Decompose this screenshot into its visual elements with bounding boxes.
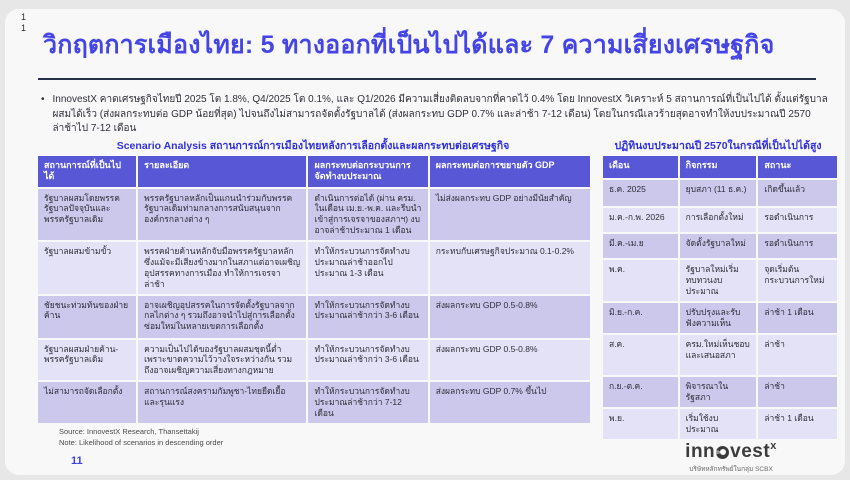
table-cell: ความเป็นไปได้ของรัฐบาลผสมชุดนี้ต่ำ เพราะขาดความไว้วางใจระหว่างกัน รวมถึงอาจเผชิญความเสี่ยงทางกฎหมาย [138,340,306,381]
table-row [38,189,590,241]
title-divider [38,78,816,80]
scenario-table-header-row [38,156,590,187]
table-cell: ครม.ใหม่เห็นชอบและเสนอสภา [680,335,757,375]
table-row [38,242,590,294]
table-cell: รัฐบาลผสมข้ามขั้ว [38,242,136,294]
column-header: รายละเอียด [138,156,306,187]
slide-canvas [5,9,845,475]
table-row [603,303,837,333]
table-cell: พรรครัฐบาลหลักเป็นแกนนำร่วมกับพรรครัฐบาลเดิมท่ามกลางการสนับสนุนจากองค์กรกลางต่าง ๆ [138,189,306,241]
corner-marker: 1 [21,23,27,33]
table-row [603,335,837,375]
column-header: ผลกระทบต่อกระบวนการจัดทำงบประมาณ [308,156,427,187]
corner-marker: 1 [21,12,27,22]
table-cell: จัดตั้งรัฐบาลใหม่ [680,234,757,258]
source-note [59,426,223,449]
scenario-table [38,154,590,423]
table-cell: ยุบสภา (11 ธ.ค.) [680,180,757,206]
slide-corner-markers [21,12,26,34]
column-header: สถานะ [758,156,837,178]
table-cell: ส่งผลกระทบ GDP 0.5-0.8% [430,296,590,338]
table-cell: เกิดขึ้นแล้ว [758,180,837,206]
table-cell: รัฐบาลผสมโดยพรรครัฐบาลปัจจุบันและพรรครัฐบาลเดิม [38,189,136,241]
table-cell: มี.ค.-เม.ย [603,234,678,258]
table-cell: รัฐบาลผสมฝ่ายค้าน-พรรครัฐบาลเดิม [38,340,136,381]
table-cell: รอดำเนินการ [758,208,837,232]
table-cell: เริ่มใช้งบประมาณ [680,409,757,439]
table-cell: สถานการณ์สงครามกัมพูชา-ไทยยืดเยื้อและรุนแรง [138,382,306,423]
table-row [603,180,837,206]
logo-tagline: บริษัทหลักทรัพย์ในกลุ่ม SCBX [689,466,773,473]
logo-o-icon [716,446,729,459]
table-cell: พรรคฝ่ายค้านหลักจับมือพรรครัฐบาลหลัก ซึ่งแม้จะมีเสียงข้างมากในสภาแต่อาจเผชิญอุปสรรคทางการเมือง ทำให้การเจรจาล่าช้า [138,242,306,294]
table-cell: ดำเนินการต่อได้ (ผ่าน ครม. ในเดือน เม.ย.-พ.ค. และรีบนำเข้าสู่การเจรจาของสภาฯ) งบอาจล่าช้าประมาณ 1 เดือน [308,189,427,241]
table-cell: ปรับปรุงและรับฟังความเห็น [680,303,757,333]
table-cell: รัฐบาลใหม่เริ่มทบทวนงบประมาณ [680,260,757,301]
logo-superscript-x: x [770,440,777,452]
table-cell: ไม่ส่งผลกระทบ GDP อย่างมีนัยสำคัญ [430,189,590,241]
table-cell: มิ.ย.-ก.ค. [603,303,678,333]
table-cell: รอดำเนินการ [758,234,837,258]
intro-text: InnovestX คาดเศรษฐกิจไทยปี 2025 โต 1.8%, Q4/2025 โต 0.1%, และ Q1/2026 มีความเสี่ยงติดลบจากที่คาดไว้ 0.4% โดย InnovestX วิเคราะห์ 5 สถานการณ์ที่เป็นไปได้ ตั้งแต่รัฐบาลผสมได้เร็ว (ส่งผลกระทบต่อ GDP น้อยที่สุด) ไปจนถึงไม่สามารถจัดตั้งรัฐบาลได้ (ส่งผลกระทบ GDP 0.7% และล่าช้า 7-12 เดือน) โดยในกรณีเลวร้ายสุดอาจทำให้งบประมาณปี 2570 ล่าช้าไป 7-12 เดือน [52,94,828,134]
page-number: 11 [71,455,83,467]
table-cell: ล่าช้า 1 เดือน [758,409,837,439]
table-row [38,296,590,338]
table-cell: การเลือกตั้งใหม่ [680,208,757,232]
column-header: ผลกระทบต่อการขยายตัว GDP [430,156,590,187]
table-row [603,234,837,258]
table-row [38,382,590,423]
table-cell: ธ.ค. 2025 [603,180,678,206]
table-cell: ล่าช้า [758,377,837,407]
table-cell: ไม่สามารถจัดเลือกตั้ง [38,382,136,423]
table-cell: พ.ค. [603,260,678,301]
table-cell: ล่าช้า [758,335,837,375]
calendar-table-title: ปฏิทินงบประมาณปี 2570ในกรณีที่เป็นไปได้สูง [614,140,822,152]
table-cell: กระทบกับเศรษฐกิจประมาณ 0.1-0.2% [430,242,590,294]
table-row [603,208,837,232]
scenario-table-title: Scenario Analysis สถานการณ์การเมืองไทยหลังการเลือกตั้งและผลกระทบต่อเศรษฐกิจ [116,140,510,152]
logo-text: vest [730,441,771,462]
table-cell: ล่าช้า 1 เดือน [758,303,837,333]
table-cell: ทำให้กระบวนการจัดทำงบประมาณล่าช้ากว่า 3-6 เดือน [308,296,427,338]
table-cell: พ.ย. [603,409,678,439]
calendar-header-row [603,156,837,178]
column-header: สถานการณ์ที่เป็นไปได้ [38,156,136,187]
table-cell: ทำให้กระบวนการจัดทำงบประมาณล่าช้าออกไปประมาณ 1-3 เดือน [308,242,427,294]
column-header: กิจกรรม [680,156,757,178]
table-cell: ชัยชนะท่วมท้นของฝ่ายค้าน [38,296,136,338]
logo-text: inn [685,441,716,462]
table-cell: ส่งผลกระทบ GDP 0.7% ขึ้นไป [430,382,590,423]
table-cell: ทำให้กระบวนการจัดทำงบประมาณล่าช้ากว่า 7-12 เดือน [308,382,427,423]
table-cell: อาจเผชิญอุปสรรคในการจัดตั้งรัฐบาลจากกลไกต่าง ๆ รวมถึงอาจนำไปสู่การเลือกตั้งซ่อมใหม่ในหลายเขตการเลือกตั้ง [138,296,306,338]
table-cell: ม.ค.-ก.พ. 2026 [603,208,678,232]
table-row [38,340,590,381]
table-cell: ส.ค. [603,335,678,375]
table-cell: ก.ย.-ต.ค. [603,377,678,407]
table-row [603,377,837,407]
table-cell: พิจารณาในรัฐสภา [680,377,757,407]
table-cell: จุดเริ่มต้นกระบวนการใหม่ [758,260,837,301]
source-line: Source: InnovestX Research, Thansettakij [59,427,199,436]
table-row [603,260,837,301]
note-line: Note: Likelihood of scenarios in descending order [59,438,224,448]
bullet-point: • [41,94,45,105]
page-title: วิกฤตการเมืองไทย: 5 ทางออกที่เป็นไปได้และ 7 ความเสี่ยงเศรษฐกิจ [43,31,775,59]
budget-calendar-table [603,154,837,439]
column-header: เดือน [603,156,678,178]
table-cell: ทำให้กระบวนการจัดทำงบประมาณล่าช้ากว่า 3-6 เดือน [308,340,427,381]
table-cell: ส่งผลกระทบ GDP 0.5-0.8% [430,340,590,381]
intro-paragraph [41,93,829,137]
